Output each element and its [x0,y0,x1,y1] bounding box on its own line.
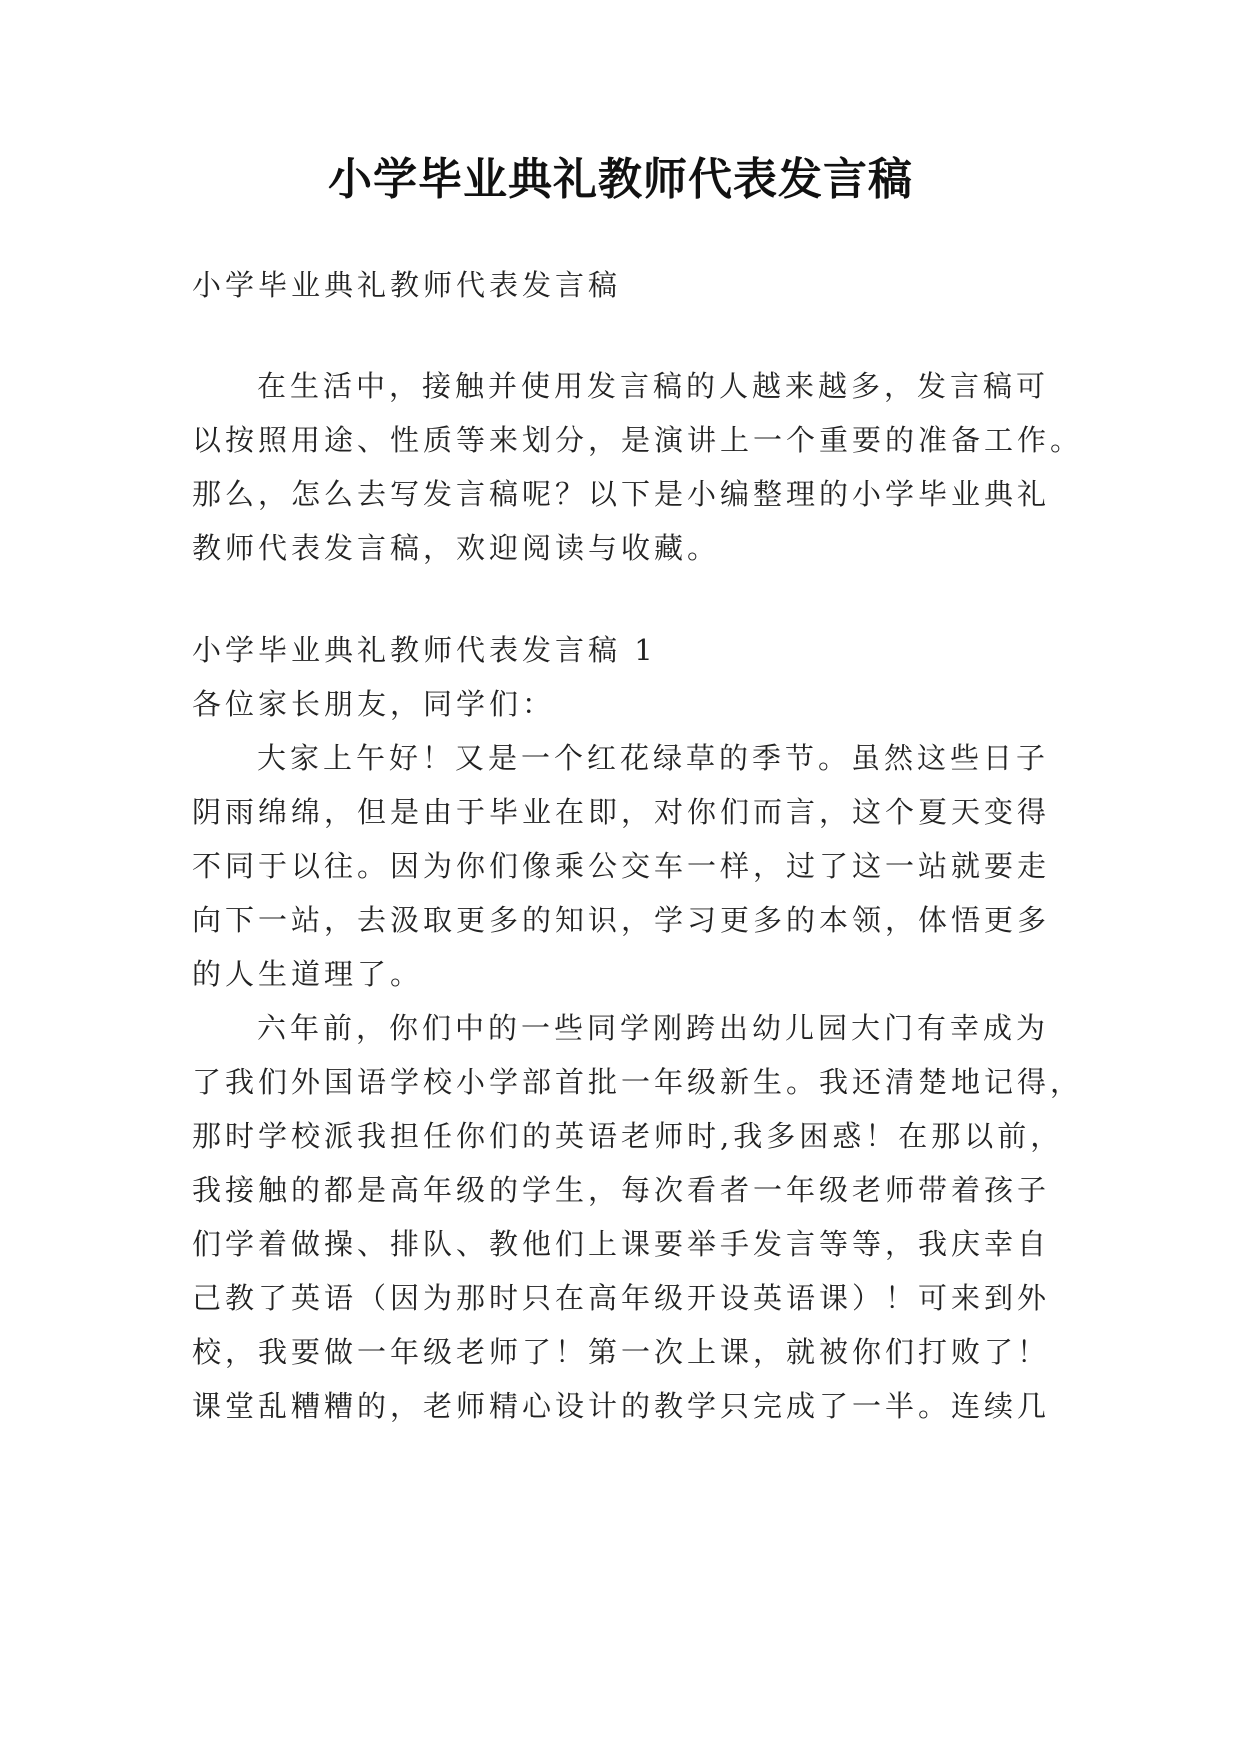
intro-line: 以按照用途、性质等来划分，是演讲上一个重要的准备工作。 [192,423,1084,457]
paragraph-line: 我接触的都是高年级的学生，每次看者一年级老师带着孩子 [192,1173,1051,1207]
salutation: 各位家长朋友，同学们： [192,687,556,721]
paragraph-line: 己教了英语（因为那时只在高年级开设英语课）！可来到外 [192,1281,1051,1315]
paragraph-line: 课堂乱糟糟的，老师精心设计的教学只完成了一半。连续几 [192,1389,1051,1423]
paragraph-line: 的人生道理了。 [192,957,424,991]
paragraph-line: 了我们外国语学校小学部首批一年级新生。我还清楚地记得， [192,1065,1084,1099]
document-title: 小学毕业典礼教师代表发言稿 [328,154,913,205]
section-heading: 小学毕业典礼教师代表发言稿 1 [192,633,657,667]
paragraph-line: 阴雨绵绵，但是由于毕业在即，对你们而言，这个夏天变得 [192,795,1051,829]
paragraph-line: 不同于以往。因为你们像乘公交车一样，过了这一站就要走 [192,849,1051,883]
intro-line: 那么，怎么去写发言稿呢？以下是小编整理的小学毕业典礼 [192,477,1051,511]
paragraph-line: 向下一站，去汲取更多的知识，学习更多的本领，体悟更多 [192,903,1051,937]
intro-line: 在生活中，接触并使用发言稿的人越来越多，发言稿可 [257,369,1050,403]
paragraph-line: 校，我要做一年级老师了！第一次上课，就被你们打败了！ [192,1335,1051,1369]
intro-line: 教师代表发言稿，欢迎阅读与收藏。 [192,531,721,565]
paragraph-line: 那时学校派我担任你们的英语老师时,我多困惑！在那以前， [192,1119,1064,1153]
paragraph-line: 大家上午好！又是一个红花绿草的季节。虽然这些日子 [257,741,1050,775]
paragraph-line: 们学着做操、排队、教他们上课要举手发言等等，我庆幸自 [192,1227,1051,1261]
document-subtitle: 小学毕业典礼教师代表发言稿 [192,268,622,302]
paragraph-line: 六年前，你们中的一些同学刚跨出幼儿园大门有幸成为 [257,1011,1050,1045]
